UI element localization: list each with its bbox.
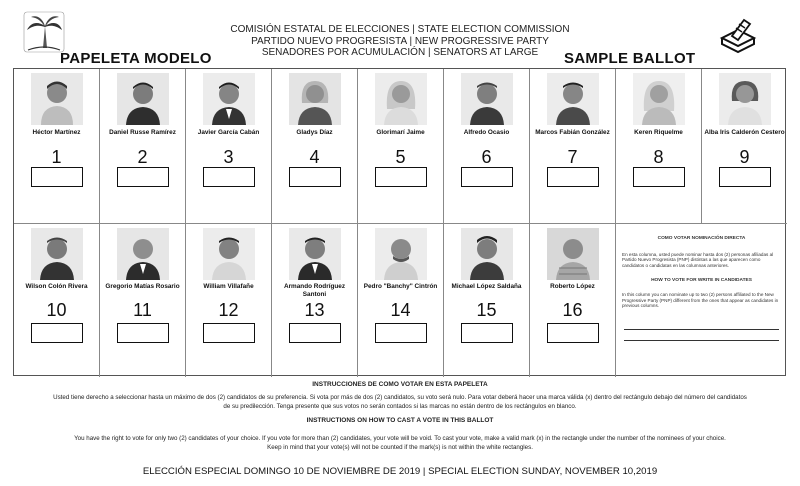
ballot-box-icon [716, 14, 760, 58]
candidate-number: 13 [304, 300, 325, 320]
vote-box[interactable] [203, 323, 255, 343]
candidate-name: Michael López Saldaña [451, 283, 522, 290]
candidate-cell [186, 224, 272, 377]
instructions-text-es-1: Usted tiene derecho a seleccionar hasta un máximo de dos (2) candidatos de su preferencia. Si vota por más de dos (2) candidatos, su voto será nulo. Para votar deberá hacer una marca válida (x) dentro del rectángulo debajo del número del candidatos [53, 394, 747, 401]
candidate-cell [186, 69, 272, 224]
candidate-name: William Villafañe [203, 283, 254, 290]
header-party: PARTIDO NUEVO PROGRESISTA | NEW PROGRESSIVE PARTY [251, 35, 549, 47]
vote-box[interactable] [375, 167, 427, 187]
candidate-number: 9 [739, 147, 750, 167]
candidate-number: 11 [133, 300, 152, 320]
candidate-cell [444, 224, 530, 377]
candidate-cell [14, 224, 100, 377]
candidate-cell [530, 69, 616, 224]
candidate-cell [14, 69, 100, 224]
vote-box[interactable] [461, 167, 513, 187]
ballot-header [0, 0, 800, 68]
candidate-photo [117, 73, 169, 125]
vote-box[interactable] [203, 167, 255, 187]
candidate-photo [461, 73, 513, 125]
candidate-number: 7 [567, 147, 578, 167]
instructions-text-es-2: de su predilección. Tenga presente que sus votos no serán contados si las marcas no están dentro de los rectángulos en blanco. [223, 403, 577, 410]
candidate-photo [461, 228, 513, 280]
header-commission: COMISIÓN ESTATAL DE ELECCIONES | STATE ELECTION COMMISSION [230, 24, 570, 35]
candidate-photo [289, 228, 341, 280]
vote-box[interactable] [547, 167, 599, 187]
candidate-number: 4 [309, 147, 320, 167]
vote-box[interactable] [117, 323, 169, 343]
candidate-number: 3 [223, 147, 234, 167]
candidate-number: 14 [390, 300, 411, 320]
write-in-title-en: HOW TO VOTE FOR WRITE IN CANDIDATES [651, 278, 752, 284]
write-in-line-1[interactable] [624, 319, 779, 330]
candidate-name: Armando Rodríguez Santoni [283, 283, 346, 298]
instructions-title-en: INSTRUCTIONS ON HOW TO CAST A VOTE IN THIS BALLOT [306, 417, 494, 424]
candidate-name: Héctor Martínez [32, 129, 81, 136]
candidate-number: 2 [137, 147, 148, 167]
candidate-name: Keren Riquelme [634, 129, 683, 136]
header-office: SENADORES POR ACUMULACIÓN | SENATORS AT LARGE [261, 47, 539, 58]
vote-box[interactable] [375, 323, 427, 343]
candidate-photo [289, 73, 341, 125]
candidate-photo [719, 73, 771, 125]
candidate-number: 12 [218, 300, 239, 320]
candidate-cell [358, 224, 444, 377]
candidate-number: 6 [481, 147, 492, 167]
candidate-cell [272, 69, 358, 224]
write-in-text-es: En esta columna, usted puede nominar hasta dos (2) personas afiliadas al Partido Nuevo Progresista (PNP) distintas a las que aparecen como candidatos o candidatas en las columnas anteriores. [622, 251, 774, 268]
candidate-photo [31, 228, 83, 280]
candidate-photo [31, 73, 83, 125]
candidate-number: 1 [51, 147, 62, 167]
candidate-name: Alfredo Ocasio [463, 129, 510, 136]
instructions-text-en-2: Keep in mind that your vote(s) will not be counted if the mark(s) is not within the white rectangles. [267, 444, 533, 451]
write-in-title-es: COMO VOTAR NOMINACIÓN DIRECTA [657, 236, 746, 241]
candidate-number: 5 [395, 147, 406, 167]
candidate-photo [117, 228, 169, 280]
write-in-line-2[interactable] [624, 330, 779, 341]
vote-box[interactable] [31, 167, 83, 187]
candidate-name: Javier García Cabán [197, 129, 260, 136]
candidate-name: Gladys Díaz [296, 129, 333, 136]
candidate-name: Alba Iris Calderón Cestero [704, 129, 785, 136]
candidate-cell [100, 224, 186, 377]
instructions-text-en-1: You have the right to vote for only two (2) candidates of your choice. If you vote for more than (2) candidates, your vote will be void. To cast your vote, make a valid mark (x) in the rectangle under the number of the nominees of your choice. [74, 435, 726, 442]
candidate-cell [530, 224, 616, 377]
candidate-number: 15 [476, 300, 497, 320]
vote-box[interactable] [31, 323, 83, 343]
candidate-name: Roberto López [550, 283, 595, 290]
candidate-number: 16 [562, 300, 583, 320]
vote-box[interactable] [461, 323, 513, 343]
vote-box[interactable] [117, 167, 169, 187]
write-in-section [616, 224, 787, 377]
vote-box[interactable] [289, 323, 341, 343]
candidate-name: Glorimarí Jaime [376, 129, 425, 136]
title-spanish: PAPELETA MODELO [60, 50, 212, 67]
candidate-photo [203, 228, 255, 280]
vote-box[interactable] [547, 323, 599, 343]
candidate-name: Wilson Colón Rivera [25, 283, 88, 290]
candidate-photo [633, 73, 685, 125]
election-date-footer: ELECCIÓN ESPECIAL DOMINGO 10 DE NOVIEMBRE DE 2019 | SPECIAL ELECTION SUNDAY, NOVEMBER 10,2019 [142, 466, 658, 477]
vote-box[interactable] [719, 167, 771, 187]
candidate-photo [547, 73, 599, 125]
vote-box[interactable] [289, 167, 341, 187]
candidate-cell [616, 69, 702, 224]
candidate-cell [100, 69, 186, 224]
candidate-name: Gregorio Matías Rosario [105, 283, 180, 290]
instructions-title-es: INSTRUCCIONES DE COMO VOTAR EN ESTA PAPELETA [312, 381, 488, 388]
candidate-number: 10 [46, 300, 67, 320]
candidate-cell [272, 224, 358, 377]
candidate-grid [13, 68, 786, 376]
candidate-cell [358, 69, 444, 224]
candidate-photo [375, 228, 427, 280]
candidate-name: Pedro "Banchy" Cintrón [363, 283, 438, 290]
candidate-name: Daniel Russe Ramírez [109, 129, 176, 136]
candidate-number: 8 [653, 147, 664, 167]
candidate-photo [203, 73, 255, 125]
candidate-cell [702, 69, 787, 224]
write-in-text-en: In this column you can nominate up to two (2) persons affiliated to the New Progressive Party (PNP) different from the ones that appear as candidates in previous columns. [622, 291, 779, 309]
candidate-cell [444, 69, 530, 224]
candidate-name: Marcos Fabián González [535, 129, 610, 136]
candidate-photo [547, 228, 599, 280]
title-english: SAMPLE BALLOT [564, 50, 696, 67]
candidate-photo [375, 73, 427, 125]
vote-box[interactable] [633, 167, 685, 187]
